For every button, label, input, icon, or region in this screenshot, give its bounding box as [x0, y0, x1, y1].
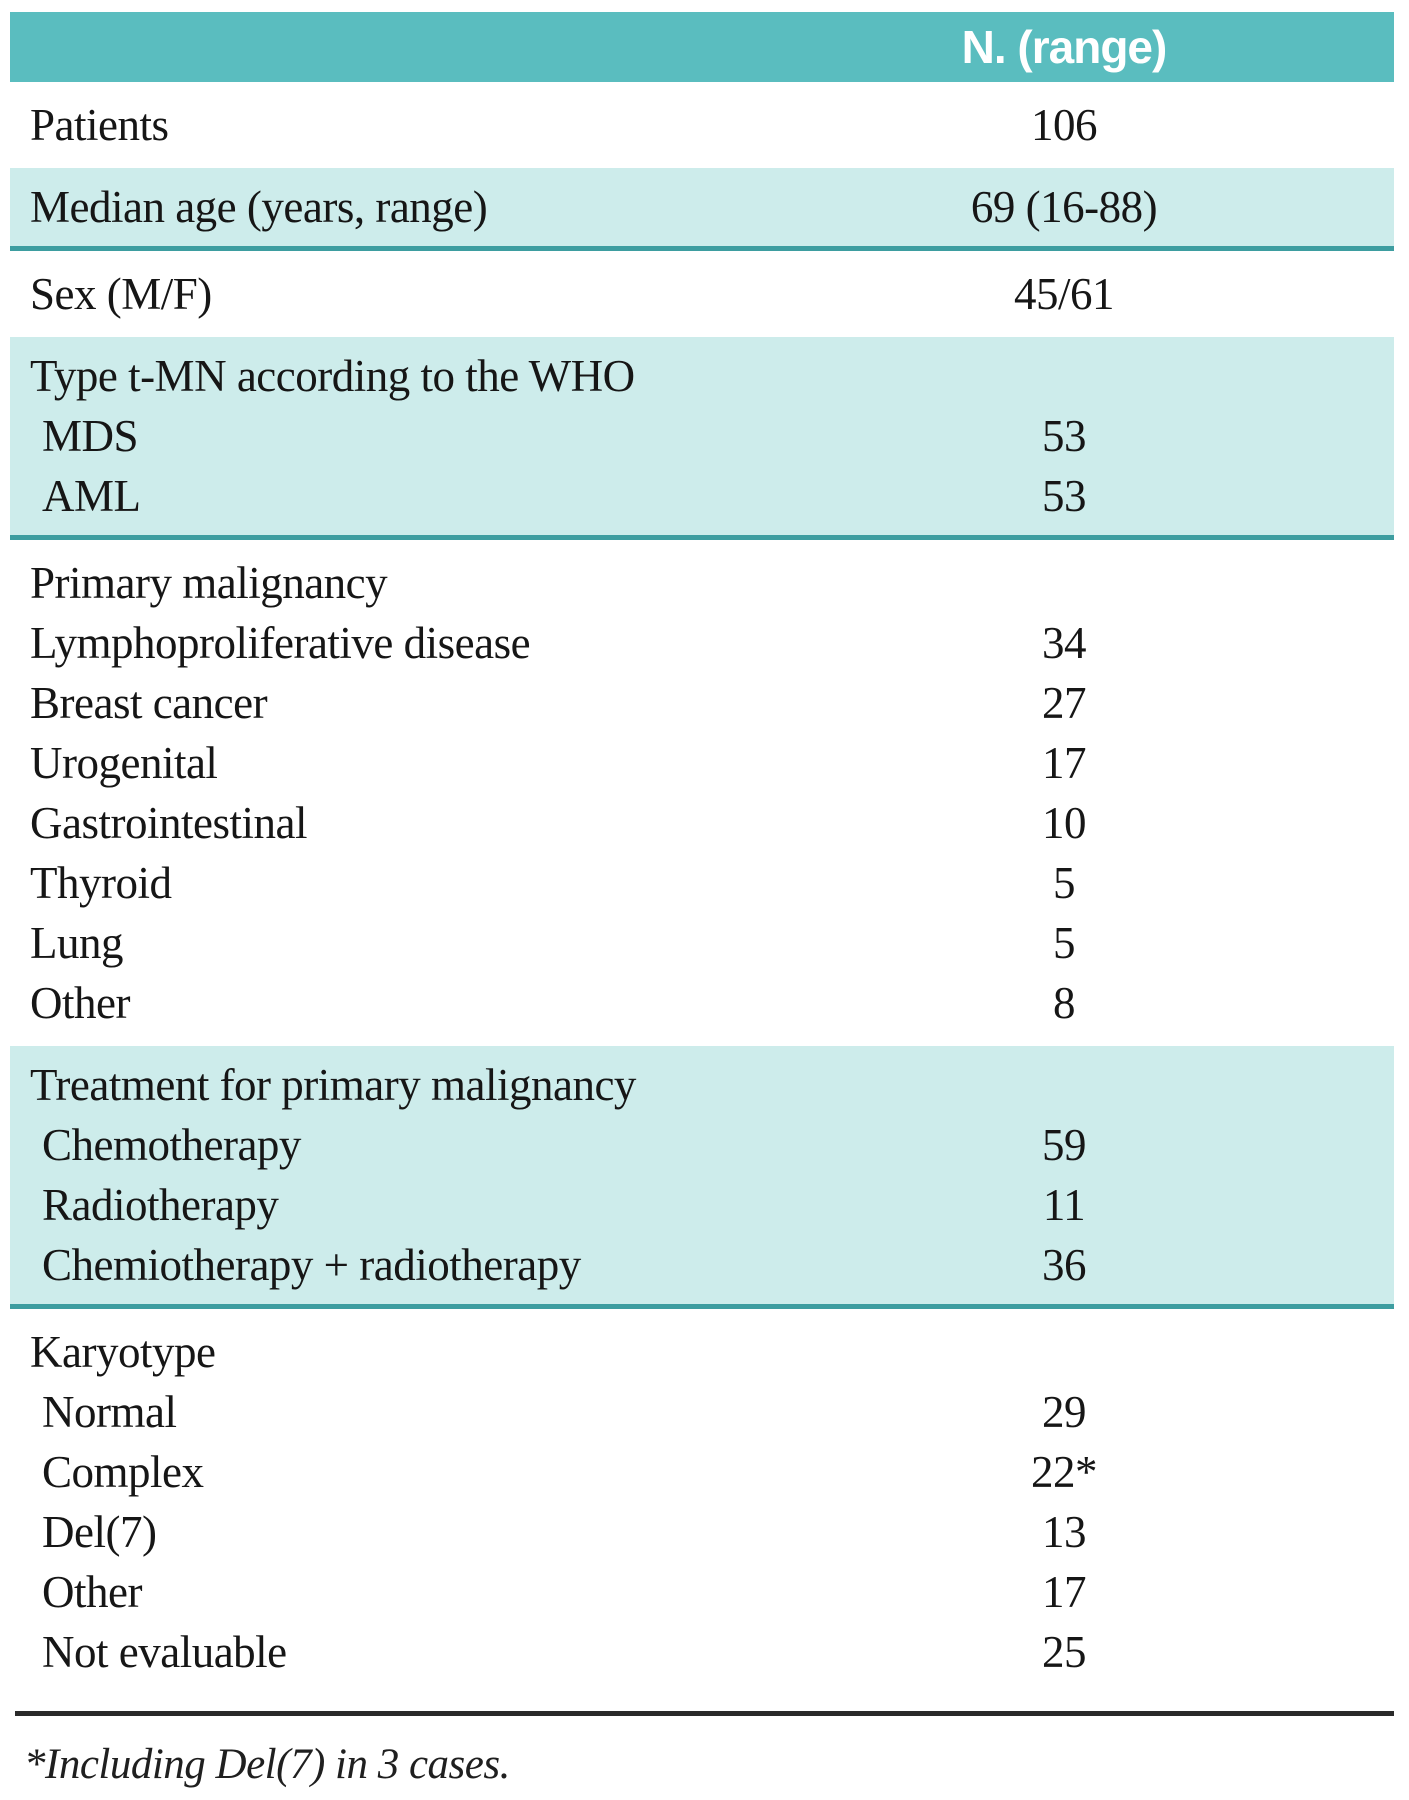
row-label: Lymphoproliferative disease	[30, 618, 531, 668]
row-value: 53	[1042, 471, 1086, 521]
row-label: Median age (years, range)	[30, 182, 488, 232]
section-median-age	[10, 168, 1394, 251]
row-label: AML	[42, 471, 141, 521]
footnote: *Including Del(7) in 3 cases.	[24, 1741, 510, 1788]
table-row	[10, 793, 1394, 853]
table-row	[10, 177, 1394, 237]
row-value: 53	[1042, 411, 1086, 461]
section-karyotype	[10, 1309, 1394, 1695]
section-title: Primary malignancy	[30, 558, 388, 608]
row-label: Radiotherapy	[42, 1180, 279, 1230]
row-value: 29	[1042, 1387, 1086, 1437]
row-value: 36	[1042, 1240, 1086, 1290]
row-value: 17	[1042, 1567, 1086, 1617]
table-row	[10, 673, 1394, 733]
section-patients	[10, 82, 1394, 168]
row-value: 8	[1053, 978, 1075, 1028]
row-value-empty	[874, 1322, 1254, 1382]
row-value: 25	[1042, 1627, 1086, 1677]
section-title-row	[10, 553, 1394, 613]
table-bottom-rule	[15, 1711, 1394, 1716]
row-label: Patients	[30, 100, 169, 150]
table-row	[10, 95, 1394, 155]
row-value-empty	[874, 346, 1254, 406]
row-value: 106	[1031, 100, 1097, 150]
row-label: Other	[30, 978, 130, 1028]
row-value: 45/61	[1013, 269, 1114, 319]
section-title-row	[10, 346, 1394, 406]
table-row	[10, 913, 1394, 973]
table-row	[10, 1175, 1394, 1235]
table-row	[10, 1115, 1394, 1175]
table-row	[10, 1382, 1394, 1442]
column-header-n-range: N. (range)	[961, 21, 1167, 73]
row-value: 13	[1042, 1507, 1086, 1557]
row-label: Not evaluable	[42, 1627, 287, 1677]
row-value: 22*	[1031, 1447, 1097, 1497]
row-label: Sex (M/F)	[30, 269, 212, 319]
row-value: 5	[1053, 918, 1075, 968]
row-label: Normal	[42, 1387, 177, 1437]
row-label: Thyroid	[30, 858, 172, 908]
table-header-row	[10, 12, 1394, 82]
table-row	[10, 406, 1394, 466]
row-label: Complex	[42, 1447, 204, 1497]
table-row	[10, 1442, 1394, 1502]
row-value-empty	[874, 553, 1254, 613]
row-value: 11	[1042, 1180, 1086, 1230]
row-value: 5	[1053, 858, 1075, 908]
row-label: Urogenital	[30, 738, 218, 788]
table-row	[10, 1235, 1394, 1295]
row-label: Chemotherapy	[42, 1120, 301, 1170]
table-row	[10, 853, 1394, 913]
section-sex	[10, 251, 1394, 337]
row-label: Gastrointestinal	[30, 798, 307, 848]
row-value: 10	[1042, 798, 1086, 848]
table-row	[10, 973, 1394, 1033]
row-label: MDS	[42, 411, 139, 461]
section-treatment	[10, 1046, 1394, 1309]
table-row	[10, 1622, 1394, 1682]
section-title-row	[10, 1055, 1394, 1115]
row-value: 59	[1042, 1120, 1086, 1170]
table-row	[10, 1562, 1394, 1622]
table-row	[10, 264, 1394, 324]
row-label: Other	[42, 1567, 142, 1617]
section-title: Type t-MN according to the WHO	[30, 351, 635, 401]
row-label: Lung	[30, 918, 123, 968]
row-value: 34	[1042, 618, 1086, 668]
row-value: 69 (16-88)	[970, 182, 1158, 232]
row-label: Chemiotherapy + radiotherapy	[42, 1240, 581, 1290]
section-title: Karyotype	[30, 1327, 216, 1377]
row-label: Breast cancer	[30, 678, 268, 728]
table-row	[10, 1502, 1394, 1562]
table-row	[10, 466, 1394, 526]
row-value: 17	[1042, 738, 1086, 788]
table-row	[10, 733, 1394, 793]
section-title: Treatment for primary malignancy	[30, 1060, 636, 1110]
section-primary-malignancy	[10, 540, 1394, 1046]
row-label: Del(7)	[42, 1507, 157, 1557]
table-row	[10, 613, 1394, 673]
section-type-tmn	[10, 337, 1394, 540]
row-value: 27	[1042, 678, 1086, 728]
section-title-row	[10, 1322, 1394, 1382]
row-value-empty	[874, 1055, 1254, 1115]
